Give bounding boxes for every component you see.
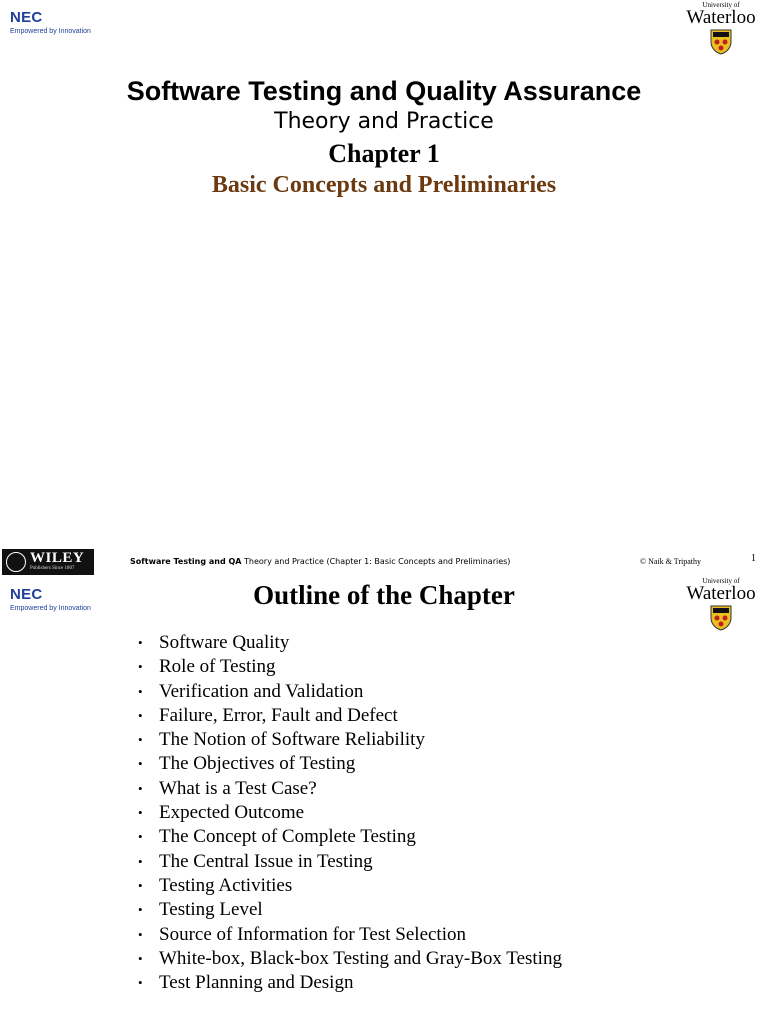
nec-logo-tagline: Empowered by Innovation	[10, 605, 91, 612]
nec-logo	[10, 10, 91, 35]
outline-list	[138, 631, 562, 995]
chapter-title: Basic Concepts and Preliminaries	[211, 172, 557, 198]
outline-item: • The Notion of Software Reliability	[138, 728, 562, 752]
outline-item: • Testing Activities	[138, 874, 562, 898]
footer-copyright: © Naik & Tripathy	[640, 557, 701, 566]
waterloo-logo	[678, 2, 764, 55]
outline-item: • What is a Test Case?	[138, 777, 562, 801]
waterloo-logo-name: Waterloo	[686, 7, 756, 28]
shield-crest-icon	[710, 29, 732, 55]
slide-subtitle: Theory and Practice	[274, 109, 494, 134]
outline-item: • Test Planning and Design	[138, 971, 562, 995]
outline-item: • The Objectives of Testing	[138, 752, 562, 776]
waterloo-logo-name: Waterloo	[686, 583, 756, 604]
outline-item: • Expected Outcome	[138, 801, 562, 825]
chapter-number: Chapter 1	[328, 139, 440, 168]
wiley-logo-tagline: Publishers Since 1807	[30, 566, 75, 571]
outline-item: • Testing Level	[138, 898, 562, 922]
slide-title: Software Testing and Quality Assurance	[126, 76, 642, 106]
outline-item: • Failure, Error, Fault and Defect	[138, 704, 562, 728]
waterloo-logo-university: University of	[702, 577, 740, 585]
nec-logo-name: NEC	[10, 9, 43, 26]
outline-item: • Verification and Validation	[138, 680, 562, 704]
outline-item: • Role of Testing	[138, 655, 562, 679]
outline-item: • The Concept of Complete Testing	[138, 825, 562, 849]
footer-book-title-rest: Theory and Practice (Chapter 1: Basic Concepts and Preliminaries)	[244, 557, 511, 566]
outline-item: • The Central Issue in Testing	[138, 850, 562, 874]
page-number: 1	[751, 553, 756, 564]
waterloo-logo-university: University of	[702, 1, 740, 9]
outline-item: • White-box, Black-box Testing and Gray-Box Testing	[138, 947, 562, 971]
wiley-logo-name: WILEY	[30, 550, 85, 566]
outline-title: Outline of the Chapter	[253, 580, 515, 610]
nec-logo-tagline: Empowered by Innovation	[10, 28, 91, 35]
outline-item: • Source of Information for Test Selection	[138, 923, 562, 947]
nec-logo-name: NEC	[10, 586, 43, 603]
outline-item: • Software Quality	[138, 631, 562, 655]
footer-book-title-bold: Software Testing and QA	[130, 557, 242, 566]
